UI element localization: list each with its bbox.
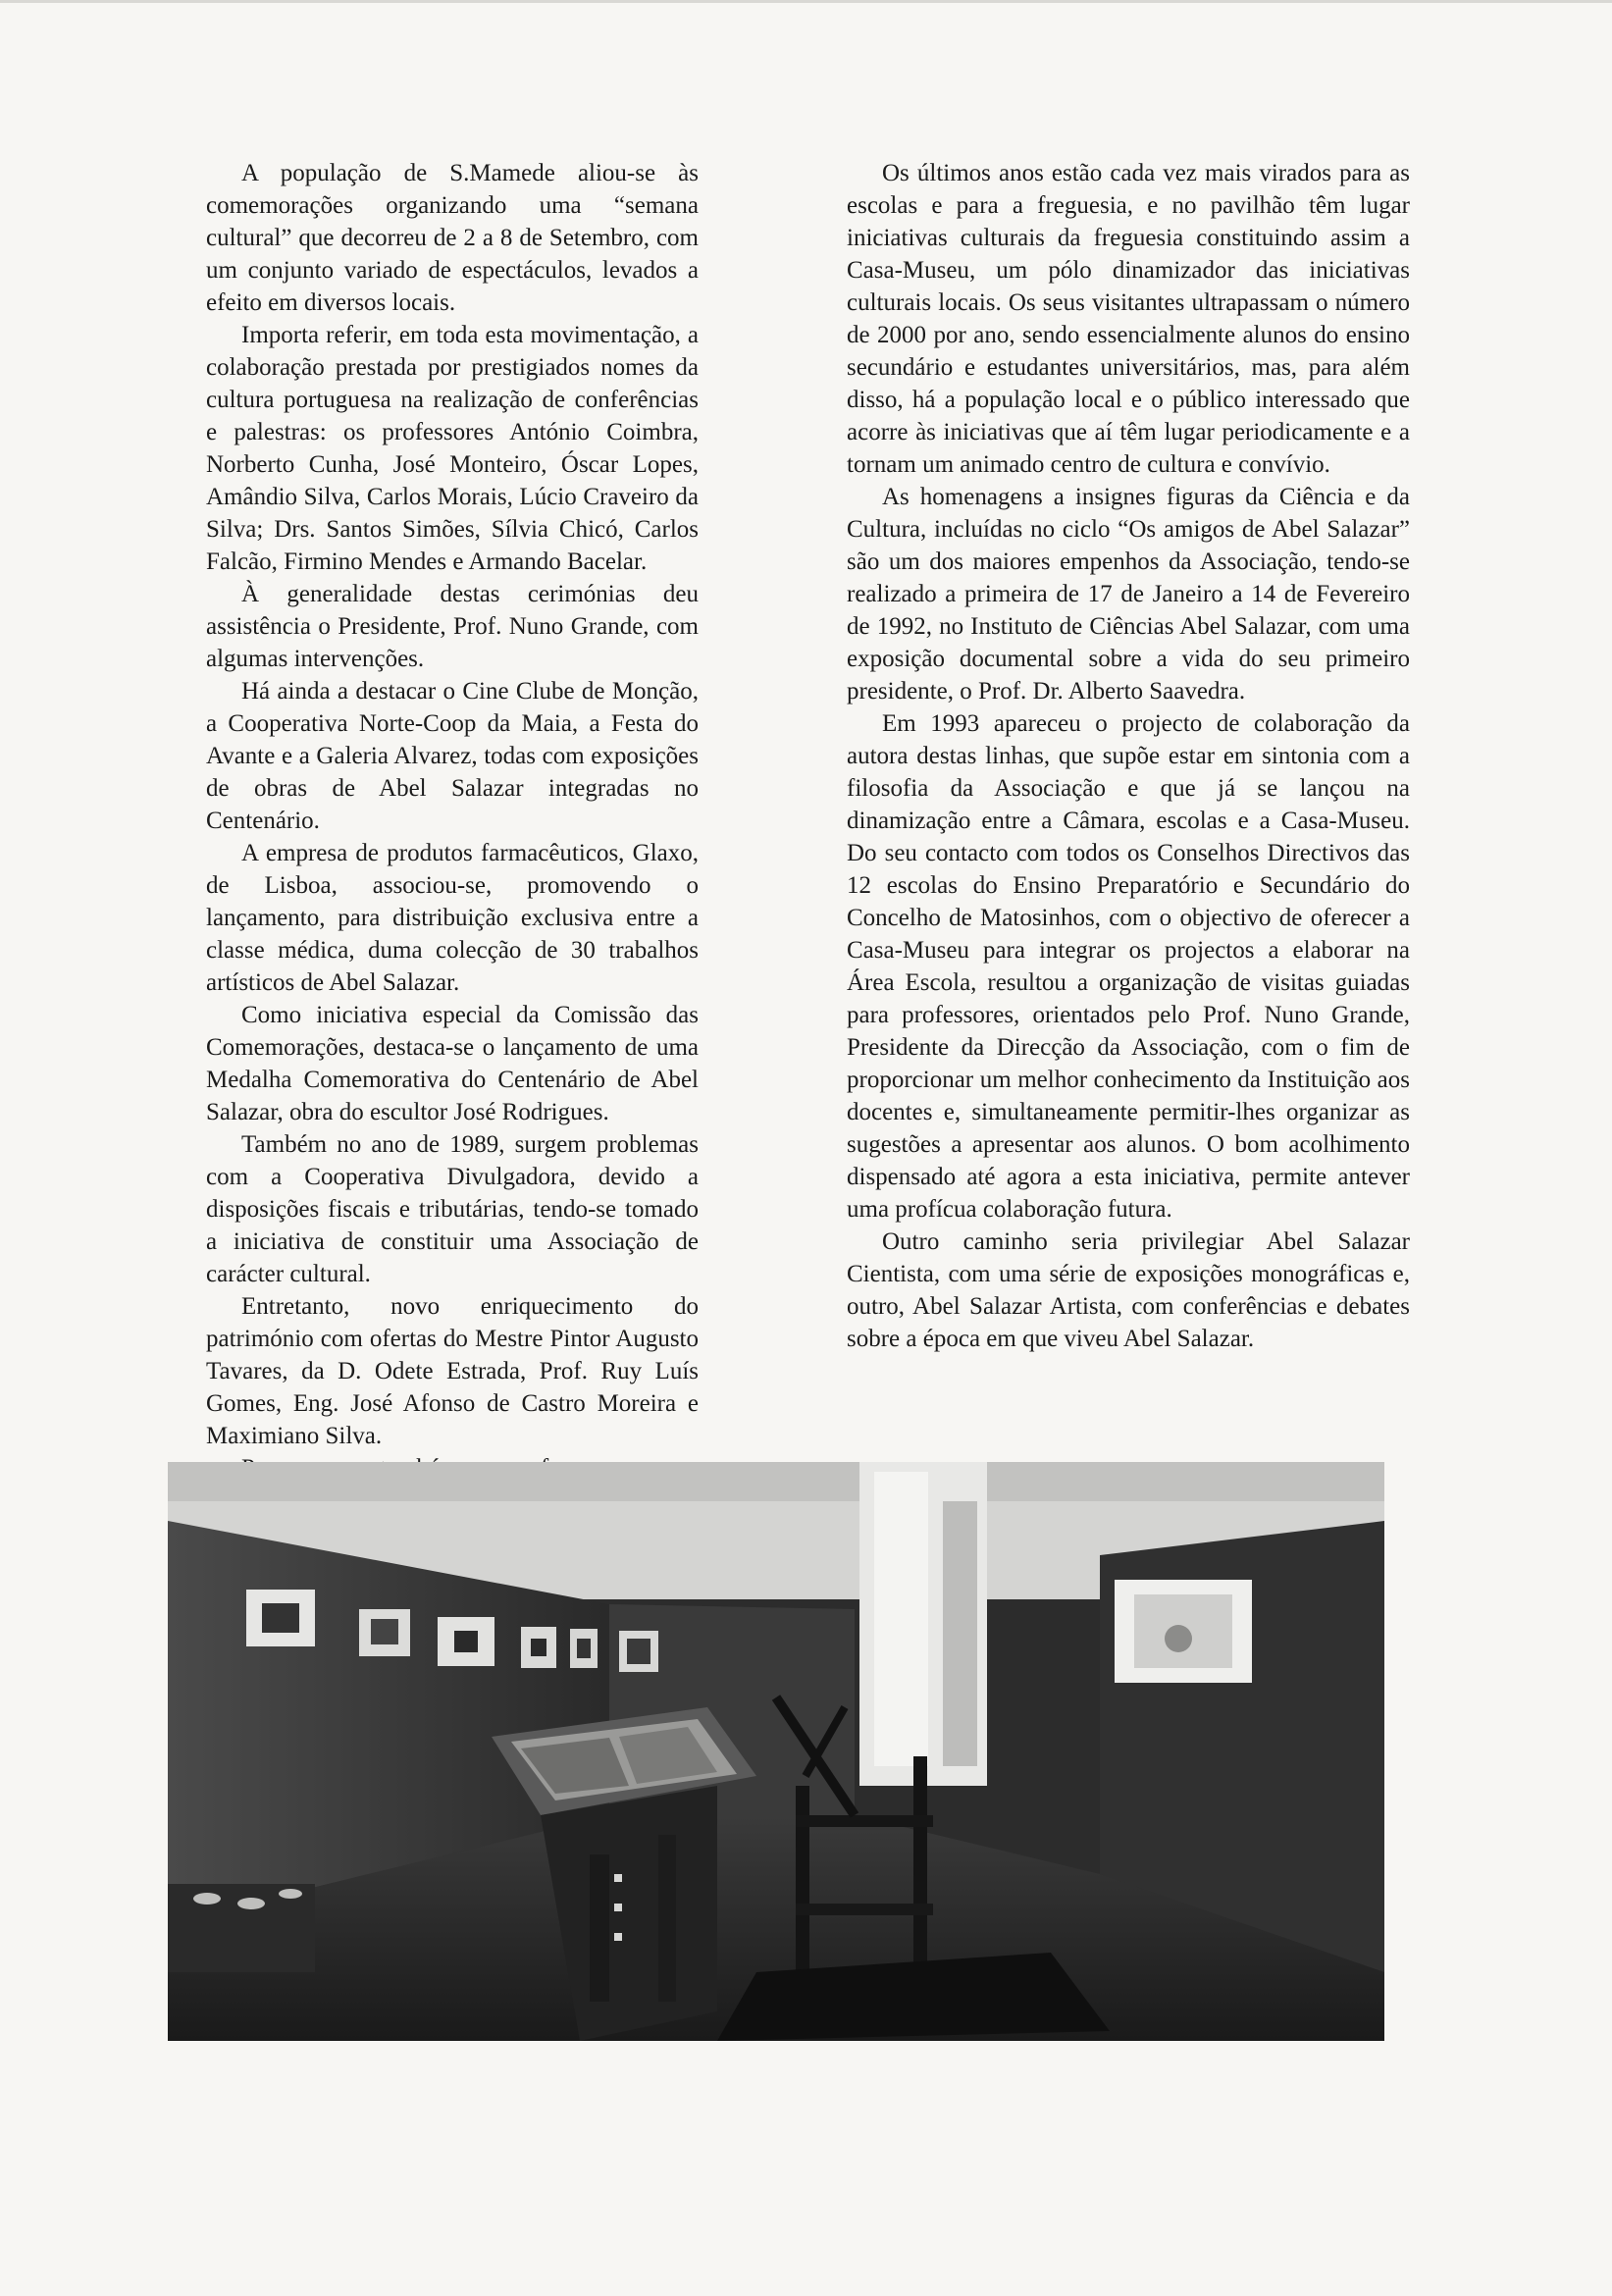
paragraph: Entretanto, novo enriquecimento do património com ofertas do Mestre Pintor Augusto Tavares, da D. Odete Estrada, Prof. Ruy Luís Gomes, Eng. José Afonso de Castro Moreira e Maximiano Silva. bbox=[206, 1293, 699, 1449]
paragraph: Há ainda a destacar o Cine Clube de Monção, a Cooperativa Norte-Coop da Maia, a Festa do Avante e a Galeria Alvarez, todas com exposições de obras de Abel Salazar integradas no Centenário. bbox=[206, 678, 699, 834]
paragraph: À generalidade destas cerimónias deu assistência o Presidente, Prof. Nuno Grande, com algumas intervenções. bbox=[206, 581, 699, 672]
exhibition-room-photo bbox=[168, 1462, 1384, 2041]
left-text-column bbox=[206, 157, 699, 1614]
paragraph: Em 1993 apareceu o projecto de colaboração da autora destas linhas, que supõe estar em sintonia com a filosofia da Associação e que já se lançou na dinamização entre a Câmara, escolas e a Casa-Museu. Do seu contacto com todos os Conselhos Directivos das 12 escolas do Ensino Preparatório e Secundário do Concelho de Matosinhos, com o objectivo de oferecer a Casa-Museu para integrar os projectos a elaborar na Área Escola, resultou a organização de visitas guiadas para professores, orientados pelo Prof. Nuno Grande, Presidente da Direcção da Associação, com o fim de proporcionar um melhor conhecimento da Instituição aos docentes e, simultaneamente permitir-lhes organizar as sugestões a apresentar aos alunos. O bom acolhimento dispensado até agora a esta iniciativa, permite antever uma profícua colaboração futura. bbox=[847, 710, 1410, 1223]
paragraph: Também no ano de 1989, surgem problemas com a Cooperativa Divulgadora, devido a disposições fiscais e tributárias, tendo-se tomado a iniciativa de constituir uma Associação de carácter cultural. bbox=[206, 1131, 699, 1287]
paragraph: As homenagens a insignes figuras da Ciência e da Cultura, incluídas no ciclo “Os amigos de Abel Salazar” são um dos maiores empenhos da Associação, tendo-se realizado a primeira de 17 de Janeiro a 14 de Fevereiro de 1992, no Instituto de Ciências Abel Salazar, com uma exposição documental sobre a vida do seu primeiro presidente, o Prof. Dr. Alberto Saavedra. bbox=[847, 484, 1410, 704]
right-text-column bbox=[847, 157, 1410, 1355]
paragraph: Importa referir, em toda esta movimentação, a colaboração prestada por prestigiados nomes da cultura portuguesa na realização de conferências e palestras: os professores António Coimbra, Norberto Cunha, José Monteiro, Óscar Lopes, Amândio Silva, Carlos Morais, Lúcio Craveiro da Silva; Drs. Santos Simões, Sílvia Chicó, Carlos Falcão, Firmino Mendes e Armando Bacelar. bbox=[206, 322, 699, 575]
paragraph: Como iniciativa especial da Comissão das Comemorações, destaca-se o lançamento de uma Medalha Comemorativa do Centenário de Abel Salazar, obra do escultor José Rodrigues. bbox=[206, 1002, 699, 1125]
paragraph: Os últimos anos estão cada vez mais virados para as escolas e para a freguesia, e no pavilhão têm lugar iniciativas culturais da freguesia constituindo assim a Casa-Museu, um pólo dinamizador das iniciativas culturais locais. Os seus visitantes ultrapassam o número de 2000 por ano, sendo essencialmente alunos do ensino secundário e estudantes universitários, mas, para além disso, há a população local e o público interessado que acorre às iniciativas que aí têm lugar periodicamente e a tornam um animado centro de cultura e convívio. bbox=[847, 160, 1410, 478]
paragraph: A empresa de produtos farmacêuticos, Glaxo, de Lisboa, associou-se, promovendo o lançamento, para distribuição exclusiva entre a classe médica, duma colecção de 30 trabalhos artísticos de Abel Salazar. bbox=[206, 840, 699, 996]
scan-edge bbox=[0, 0, 1612, 3]
paragraph: A população de S.Mamede aliou-se às comemorações organizando uma “semana cultural” que decorreu de 2 a 8 de Setembro, com um conjunto variado de espectáculos, levados a efeito em diversos locais. bbox=[206, 160, 699, 316]
paragraph: Outro caminho seria privilegiar Abel Salazar Cientista, com uma série de exposições monográficas e, outro, Abel Salazar Artista, com conferências e debates sobre a época em que viveu Abel Salazar. bbox=[847, 1228, 1410, 1352]
